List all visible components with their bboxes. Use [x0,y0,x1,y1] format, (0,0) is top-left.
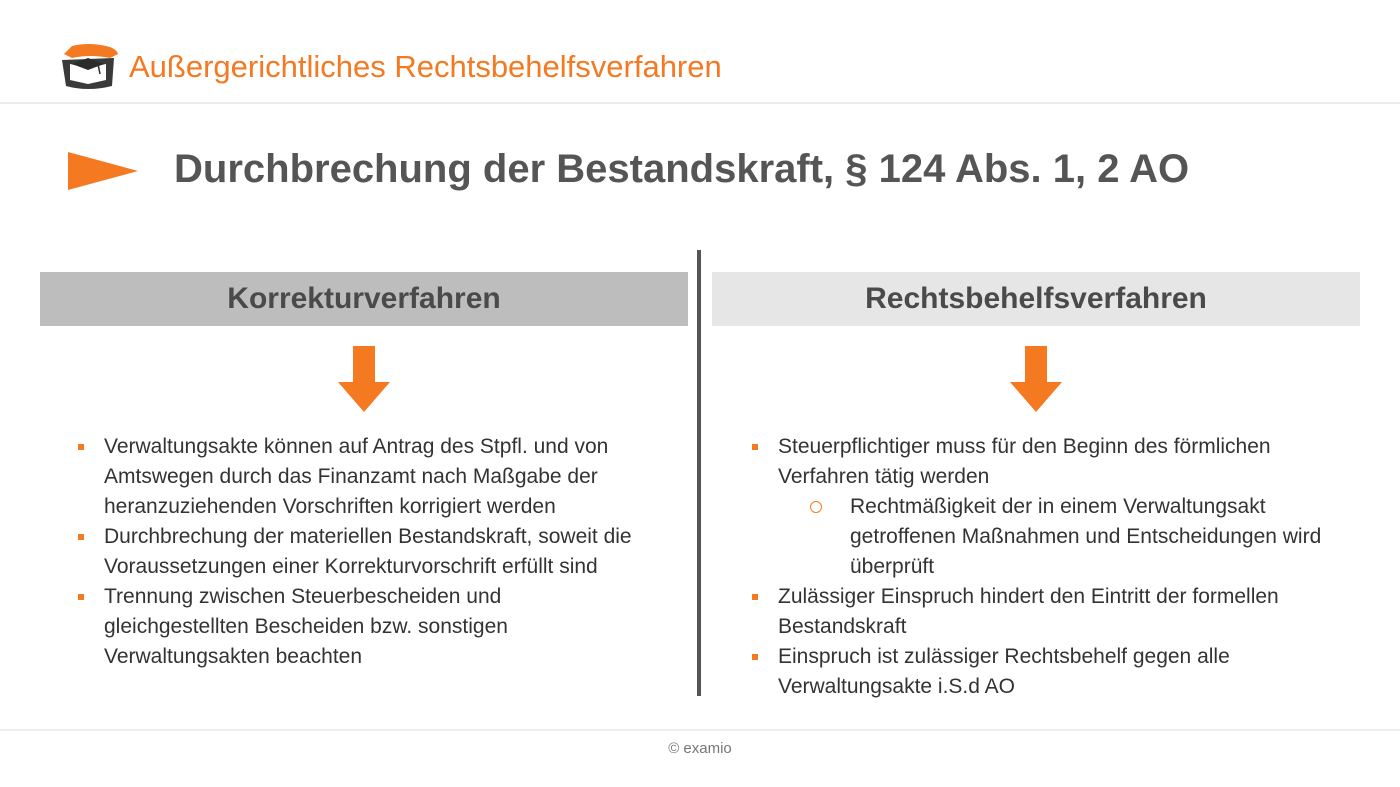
column-divider [697,250,701,696]
list-item [76,522,636,582]
left-column-korrekturverfahren [40,272,688,668]
list-item [750,432,1340,492]
bullet-square-icon [78,444,84,450]
bullet-square-icon [78,534,84,540]
copyright-text: © examio [668,740,732,757]
bullet-square-icon [78,594,84,600]
list-item [76,432,636,522]
right-column-heading: Rechtsbehelfsverfahren [712,272,1360,326]
right-bullet-list [750,432,1340,702]
arrow-down-icon [338,346,390,414]
list-item-text: Einspruch ist zulässiger Rechtsbehelf gegen alle Verwaltungsakte i.S.d AO [778,645,1230,698]
header-title: Außergerichtliches Rechtsbehelfsverfahren [129,49,722,84]
list-item-text: Trennung zwischen Steuerbescheiden und gleichgestellten Bescheiden bzw. sonstigen Verwaltungsakten beachten [104,585,508,668]
list-item-text: Verwaltungsakte können auf Antrag des Stpfl. und von Amtswegen durch das Finanzamt nach Maßgabe der heranzuziehenden Vorschriften korrigiert werden [104,435,609,518]
list-item-text: Rechtmäßigkeit der in einem Verwaltungsakt getroffenen Maßnahmen und Entscheidungen wird überprüft [850,495,1322,578]
list-item-text: Steuerpflichtiger muss für den Beginn des förmlichen Verfahren tätig werden [778,435,1271,488]
left-bullet-list [76,432,636,672]
list-item-text: Durchbrechung der materiellen Bestandskraft, soweit die Voraussetzungen einer Korrekturvorschrift erfüllt sind [104,525,632,578]
header-bar [0,0,1400,104]
bullet-square-icon [752,444,758,450]
arrow-down-icon [1010,346,1062,414]
footer-divider [0,729,1400,731]
arrow-right-icon [66,150,140,192]
list-item-text: Zulässiger Einspruch hindert den Eintritt der formellen Bestandskraft [778,585,1279,638]
right-column-rechtsbehelfsverfahren [712,272,1360,698]
graduation-cap-book-icon [58,40,120,94]
left-column-heading: Korrekturverfahren [40,272,688,326]
list-item [750,642,1340,702]
bullet-square-icon [752,594,758,600]
bullet-square-icon [752,654,758,660]
sub-list-item [750,492,1340,582]
slide-title: Durchbrechung der Bestandskraft, § 124 Abs. 1, 2 AO [174,147,1190,191]
list-item [76,582,636,672]
list-item [750,582,1340,642]
bullet-circle-icon [810,501,822,513]
